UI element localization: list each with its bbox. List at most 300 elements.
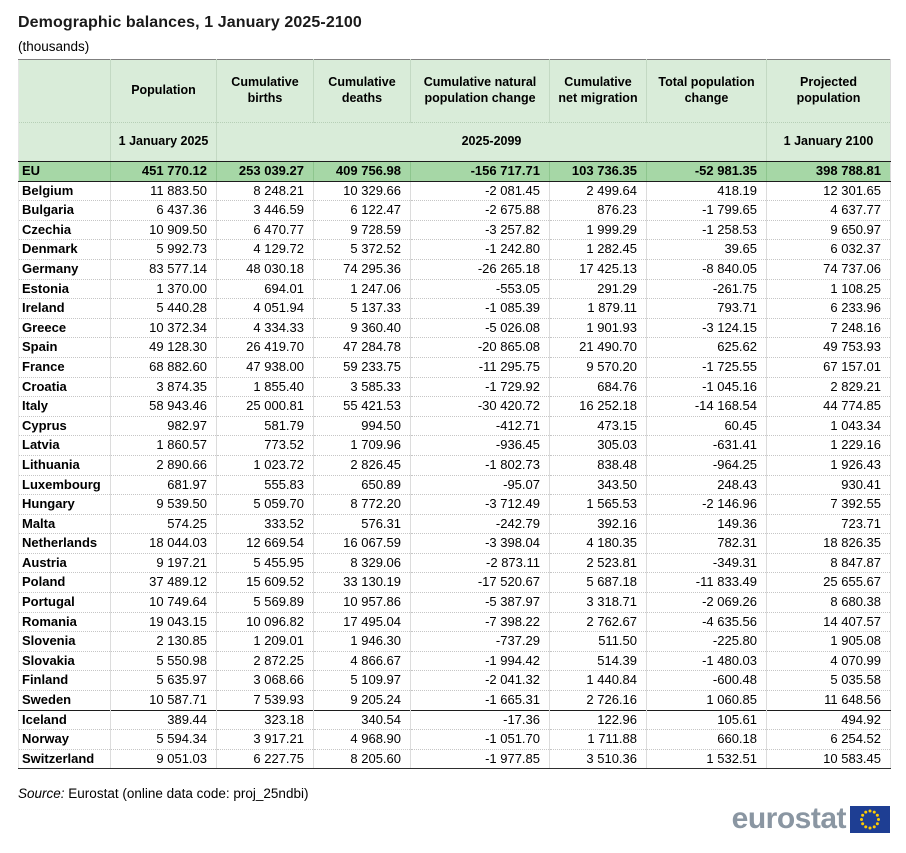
cell-value: 723.71 [767, 514, 891, 534]
cell-value: -1 729.92 [411, 377, 550, 397]
column-header: Total population change [647, 60, 767, 123]
cell-value: 1 209.01 [217, 632, 314, 652]
cell-value: 4 051.94 [217, 299, 314, 319]
table-row [19, 318, 891, 338]
cell-value: 5 594.34 [111, 730, 217, 750]
cell-value: 650.89 [314, 475, 411, 495]
cell-value: 1 855.40 [217, 377, 314, 397]
row-label: Estonia [19, 279, 111, 299]
table-row [19, 651, 891, 671]
cell-value: 1 229.16 [767, 436, 891, 456]
unit-label: (thousands) [18, 39, 90, 54]
subheader-start-period: 1 January 2025 [111, 123, 217, 162]
row-label: Belgium [19, 181, 111, 201]
cell-value: 514.39 [550, 651, 647, 671]
cell-value: 14 407.57 [767, 612, 891, 632]
cell-value: 782.31 [647, 534, 767, 554]
cell-value: 1 532.51 [647, 749, 767, 769]
row-label: Austria [19, 553, 111, 573]
table-row [19, 201, 891, 221]
cell-value: 1 370.00 [111, 279, 217, 299]
cell-value: 10 372.34 [111, 318, 217, 338]
cell-value: 4 070.99 [767, 651, 891, 671]
subheader-end-period: 1 January 2100 [767, 123, 891, 162]
cell-value: 2 826.45 [314, 455, 411, 475]
cell-value: -2 041.32 [411, 671, 550, 691]
table-row [19, 377, 891, 397]
cell-value: 9 205.24 [314, 691, 411, 711]
cell-value: 4 637.77 [767, 201, 891, 221]
cell-value: 581.79 [217, 416, 314, 436]
cell-value: 10 096.82 [217, 612, 314, 632]
table-row [19, 632, 891, 652]
cell-value: 5 440.28 [111, 299, 217, 319]
cell-value: 9 539.50 [111, 495, 217, 515]
cell-value: -737.29 [411, 632, 550, 652]
row-label: Spain [19, 338, 111, 358]
cell-value: 1 440.84 [550, 671, 647, 691]
cell-value: 555.83 [217, 475, 314, 495]
cell-value: 2 890.66 [111, 455, 217, 475]
cell-value: 5 569.89 [217, 593, 314, 613]
cell-value: 1 999.29 [550, 220, 647, 240]
row-label: Cyprus [19, 416, 111, 436]
cell-value: -1 802.73 [411, 455, 550, 475]
row-label: Iceland [19, 710, 111, 730]
cell-value: 68 882.60 [111, 357, 217, 377]
column-header: Cumulative births [217, 60, 314, 123]
cell-value: 4 180.35 [550, 534, 647, 554]
cell-value: 5 687.18 [550, 573, 647, 593]
cell-value: 773.52 [217, 436, 314, 456]
cell-value: 1 023.72 [217, 455, 314, 475]
cell-value: -3 257.82 [411, 220, 550, 240]
table-row [19, 514, 891, 534]
cell-value: 37 489.12 [111, 573, 217, 593]
cell-value: -11 295.75 [411, 357, 550, 377]
table-row [19, 495, 891, 515]
cell-value: 2 872.25 [217, 651, 314, 671]
cell-value: 574.25 [111, 514, 217, 534]
cell-value: 4 334.33 [217, 318, 314, 338]
cell-value: 1 711.88 [550, 730, 647, 750]
cell-value: 8 680.38 [767, 593, 891, 613]
table-row [19, 162, 891, 182]
cell-value: 1 108.25 [767, 279, 891, 299]
cell-value: 9 360.40 [314, 318, 411, 338]
cell-value: 17 425.13 [550, 259, 647, 279]
cell-value: -1 045.16 [647, 377, 767, 397]
cell-value: 398 788.81 [767, 162, 891, 182]
cell-value: 10 583.45 [767, 749, 891, 769]
table-row [19, 299, 891, 319]
cell-value: -1 242.80 [411, 240, 550, 260]
cell-value: -5 387.97 [411, 593, 550, 613]
cell-value: 10 329.66 [314, 181, 411, 201]
cell-value: 5 372.52 [314, 240, 411, 260]
cell-value: 684.76 [550, 377, 647, 397]
row-label: France [19, 357, 111, 377]
cell-value: 340.54 [314, 710, 411, 730]
cell-value: 9 197.21 [111, 553, 217, 573]
cell-value: -1 258.53 [647, 220, 767, 240]
cell-value: 7 392.55 [767, 495, 891, 515]
cell-value: -1 480.03 [647, 651, 767, 671]
cell-value: 5 635.97 [111, 671, 217, 691]
page-title: Demographic balances, 1 January 2025-2100 [18, 14, 362, 31]
cell-value: 1 565.53 [550, 495, 647, 515]
table-row [19, 259, 891, 279]
cell-value: 9 051.03 [111, 749, 217, 769]
cell-value: 1 946.30 [314, 632, 411, 652]
cell-value: -20 865.08 [411, 338, 550, 358]
cell-value: -1 051.70 [411, 730, 550, 750]
cell-value: 122.96 [550, 710, 647, 730]
table-row [19, 534, 891, 554]
cell-value: 25 000.81 [217, 397, 314, 417]
cell-value: 3 917.21 [217, 730, 314, 750]
column-header: Cumulative natural population change [411, 60, 550, 123]
cell-value: 1 879.11 [550, 299, 647, 319]
source-label: Source: [18, 786, 65, 802]
row-label: Bulgaria [19, 201, 111, 221]
cell-value: 876.23 [550, 201, 647, 221]
table-row [19, 730, 891, 750]
table-row [19, 691, 891, 711]
cell-value: 149.36 [647, 514, 767, 534]
table-row [19, 416, 891, 436]
row-label: Czechia [19, 220, 111, 240]
cell-value: -7 398.22 [411, 612, 550, 632]
row-label: Latvia [19, 436, 111, 456]
cell-value: -1 085.39 [411, 299, 550, 319]
cell-value: 55 421.53 [314, 397, 411, 417]
row-label: EU [19, 162, 111, 182]
row-label: Finland [19, 671, 111, 691]
cell-value: 994.50 [314, 416, 411, 436]
cell-value: 16 252.18 [550, 397, 647, 417]
cell-value: 1 043.34 [767, 416, 891, 436]
cell-value: -5 026.08 [411, 318, 550, 338]
eu-flag-icon [850, 806, 890, 833]
cell-value: -4 635.56 [647, 612, 767, 632]
cell-value: 67 157.01 [767, 357, 891, 377]
cell-value: 3 585.33 [314, 377, 411, 397]
row-label: Sweden [19, 691, 111, 711]
cell-value: -2 873.11 [411, 553, 550, 573]
cell-value: -11 833.49 [647, 573, 767, 593]
cell-value: -631.41 [647, 436, 767, 456]
table-row [19, 181, 891, 201]
column-header: Projected population [767, 60, 891, 123]
cell-value: 660.18 [647, 730, 767, 750]
cell-value: 39.65 [647, 240, 767, 260]
cell-value: 3 874.35 [111, 377, 217, 397]
cell-value: 6 437.36 [111, 201, 217, 221]
cell-value: 10 749.64 [111, 593, 217, 613]
cell-value: 8 205.60 [314, 749, 411, 769]
cell-value: 323.18 [217, 710, 314, 730]
cell-value: 6 122.47 [314, 201, 411, 221]
cell-value: -2 069.26 [647, 593, 767, 613]
cell-value: -600.48 [647, 671, 767, 691]
table-row [19, 593, 891, 613]
cell-value: 10 957.86 [314, 593, 411, 613]
eurostat-logo-text: eurostat [731, 802, 846, 835]
cell-value: 625.62 [647, 338, 767, 358]
cell-value: 4 968.90 [314, 730, 411, 750]
row-label: Luxembourg [19, 475, 111, 495]
cell-value: 11 883.50 [111, 181, 217, 201]
cell-value: 389.44 [111, 710, 217, 730]
cell-value: 253 039.27 [217, 162, 314, 182]
cell-value: 392.16 [550, 514, 647, 534]
cell-value: -17 520.67 [411, 573, 550, 593]
cell-value: 15 609.52 [217, 573, 314, 593]
cell-value: 4 866.67 [314, 651, 411, 671]
cell-value: 21 490.70 [550, 338, 647, 358]
table-row [19, 338, 891, 358]
cell-value: 16 067.59 [314, 534, 411, 554]
cell-value: -1 994.42 [411, 651, 550, 671]
eurostat-logo [732, 804, 890, 834]
cell-value: 6 254.52 [767, 730, 891, 750]
cell-value: 248.43 [647, 475, 767, 495]
cell-value: -261.75 [647, 279, 767, 299]
cell-value: 103 736.35 [550, 162, 647, 182]
column-header: Cumulative net migration [550, 60, 647, 123]
cell-value: -52 981.35 [647, 162, 767, 182]
cell-value: 74 737.06 [767, 259, 891, 279]
cell-value: -2 146.96 [647, 495, 767, 515]
row-label: Switzerland [19, 749, 111, 769]
cell-value: -156 717.71 [411, 162, 550, 182]
cell-value: -225.80 [647, 632, 767, 652]
table-row [19, 749, 891, 769]
cell-value: 305.03 [550, 436, 647, 456]
cell-value: 12 669.54 [217, 534, 314, 554]
cell-value: 409 756.98 [314, 162, 411, 182]
cell-value: 49 753.93 [767, 338, 891, 358]
table-row [19, 220, 891, 240]
cell-value: -17.36 [411, 710, 550, 730]
cell-value: 576.31 [314, 514, 411, 534]
cell-value: 59 233.75 [314, 357, 411, 377]
row-label: Netherlands [19, 534, 111, 554]
table-row [19, 553, 891, 573]
cell-value: -8 840.05 [647, 259, 767, 279]
cell-value: 8 847.87 [767, 553, 891, 573]
cell-value: 494.92 [767, 710, 891, 730]
row-label: Slovakia [19, 651, 111, 671]
cell-value: 2 130.85 [111, 632, 217, 652]
cell-value: 694.01 [217, 279, 314, 299]
cell-value: 511.50 [550, 632, 647, 652]
row-label: Norway [19, 730, 111, 750]
cell-value: 74 295.36 [314, 259, 411, 279]
cell-value: 3 510.36 [550, 749, 647, 769]
table-row [19, 279, 891, 299]
row-label: Ireland [19, 299, 111, 319]
cell-value: 49 128.30 [111, 338, 217, 358]
cell-value: 5 109.97 [314, 671, 411, 691]
cell-value: 6 470.77 [217, 220, 314, 240]
column-header: Cumulative deaths [314, 60, 411, 123]
cell-value: 1 926.43 [767, 455, 891, 475]
table-row [19, 573, 891, 593]
cell-value: -964.25 [647, 455, 767, 475]
cell-value: 18 826.35 [767, 534, 891, 554]
cell-value: 10 587.71 [111, 691, 217, 711]
cell-value: 3 446.59 [217, 201, 314, 221]
cell-value: 25 655.67 [767, 573, 891, 593]
cell-value: 8 248.21 [217, 181, 314, 201]
demographic-balances-table [18, 59, 891, 769]
cell-value: 3 068.66 [217, 671, 314, 691]
cell-value: 8 772.20 [314, 495, 411, 515]
cell-value: 2 829.21 [767, 377, 891, 397]
corner-cell [19, 123, 111, 162]
row-label: Greece [19, 318, 111, 338]
cell-value: 838.48 [550, 455, 647, 475]
table-row [19, 475, 891, 495]
cell-value: 47 938.00 [217, 357, 314, 377]
cell-value: -242.79 [411, 514, 550, 534]
column-header: Population [111, 60, 217, 123]
table-row [19, 455, 891, 475]
cell-value: 6 227.75 [217, 749, 314, 769]
cell-value: 105.61 [647, 710, 767, 730]
cell-value: 1 905.08 [767, 632, 891, 652]
cell-value: -3 124.15 [647, 318, 767, 338]
table-row [19, 397, 891, 417]
cell-value: -936.45 [411, 436, 550, 456]
cell-value: -1 799.65 [647, 201, 767, 221]
cell-value: 60.45 [647, 416, 767, 436]
cell-value: 6 032.37 [767, 240, 891, 260]
cell-value: 19 043.15 [111, 612, 217, 632]
cell-value: 5 992.73 [111, 240, 217, 260]
cell-value: 343.50 [550, 475, 647, 495]
row-label: Slovenia [19, 632, 111, 652]
cell-value: 2 499.64 [550, 181, 647, 201]
cell-value: 793.71 [647, 299, 767, 319]
cell-value: -30 420.72 [411, 397, 550, 417]
row-label: Malta [19, 514, 111, 534]
cell-value: 1 901.93 [550, 318, 647, 338]
cell-value: 5 550.98 [111, 651, 217, 671]
cell-value: 5 059.70 [217, 495, 314, 515]
cell-value: 4 129.72 [217, 240, 314, 260]
cell-value: 982.97 [111, 416, 217, 436]
cell-value: 291.29 [550, 279, 647, 299]
row-label: Germany [19, 259, 111, 279]
cell-value: 58 943.46 [111, 397, 217, 417]
cell-value: -3 712.49 [411, 495, 550, 515]
cell-value: 418.19 [647, 181, 767, 201]
cell-value: 333.52 [217, 514, 314, 534]
row-label: Croatia [19, 377, 111, 397]
row-label: Portugal [19, 593, 111, 613]
cell-value: -3 398.04 [411, 534, 550, 554]
row-label: Italy [19, 397, 111, 417]
cell-value: 1 060.85 [647, 691, 767, 711]
cell-value: -412.71 [411, 416, 550, 436]
table-row [19, 612, 891, 632]
cell-value: 9 650.97 [767, 220, 891, 240]
cell-value: -1 725.55 [647, 357, 767, 377]
cell-value: 451 770.12 [111, 162, 217, 182]
cell-value: -349.31 [647, 553, 767, 573]
cell-value: -553.05 [411, 279, 550, 299]
cell-value: 7 248.16 [767, 318, 891, 338]
table-row [19, 710, 891, 730]
cell-value: 2 523.81 [550, 553, 647, 573]
cell-value: 1 247.06 [314, 279, 411, 299]
table-row [19, 240, 891, 260]
cell-value: -95.07 [411, 475, 550, 495]
source-note [18, 786, 890, 801]
cell-value: 1 282.45 [550, 240, 647, 260]
corner-cell [19, 60, 111, 123]
cell-value: -2 675.88 [411, 201, 550, 221]
cell-value: -1 665.31 [411, 691, 550, 711]
cell-value: 6 233.96 [767, 299, 891, 319]
source-text: Eurostat (online data code: proj_25ndbi) [68, 786, 309, 802]
table-header [19, 60, 891, 162]
row-label: Lithuania [19, 455, 111, 475]
cell-value: 2 726.16 [550, 691, 647, 711]
subheader-range-period: 2025-2099 [217, 123, 767, 162]
cell-value: 681.97 [111, 475, 217, 495]
cell-value: -26 265.18 [411, 259, 550, 279]
cell-value: 7 539.93 [217, 691, 314, 711]
cell-value: 1 860.57 [111, 436, 217, 456]
cell-value: 8 329.06 [314, 553, 411, 573]
cell-value: 5 035.58 [767, 671, 891, 691]
table-row [19, 671, 891, 691]
cell-value: 930.41 [767, 475, 891, 495]
cell-value: 2 762.67 [550, 612, 647, 632]
row-label: Romania [19, 612, 111, 632]
cell-value: 18 044.03 [111, 534, 217, 554]
cell-value: 48 030.18 [217, 259, 314, 279]
cell-value: -2 081.45 [411, 181, 550, 201]
cell-value: 3 318.71 [550, 593, 647, 613]
cell-value: 12 301.65 [767, 181, 891, 201]
cell-value: 5 455.95 [217, 553, 314, 573]
cell-value: 26 419.70 [217, 338, 314, 358]
row-label: Hungary [19, 495, 111, 515]
cell-value: 1 709.96 [314, 436, 411, 456]
cell-value: -14 168.54 [647, 397, 767, 417]
row-label: Poland [19, 573, 111, 593]
cell-value: 10 909.50 [111, 220, 217, 240]
table-body [19, 162, 891, 769]
cell-value: 83 577.14 [111, 259, 217, 279]
cell-value: 33 130.19 [314, 573, 411, 593]
row-label: Denmark [19, 240, 111, 260]
cell-value: 9 728.59 [314, 220, 411, 240]
cell-value: 17 495.04 [314, 612, 411, 632]
cell-value: 5 137.33 [314, 299, 411, 319]
cell-value: 473.15 [550, 416, 647, 436]
cell-value: 11 648.56 [767, 691, 891, 711]
cell-value: 44 774.85 [767, 397, 891, 417]
cell-value: 47 284.78 [314, 338, 411, 358]
cell-value: 9 570.20 [550, 357, 647, 377]
table-row [19, 357, 891, 377]
